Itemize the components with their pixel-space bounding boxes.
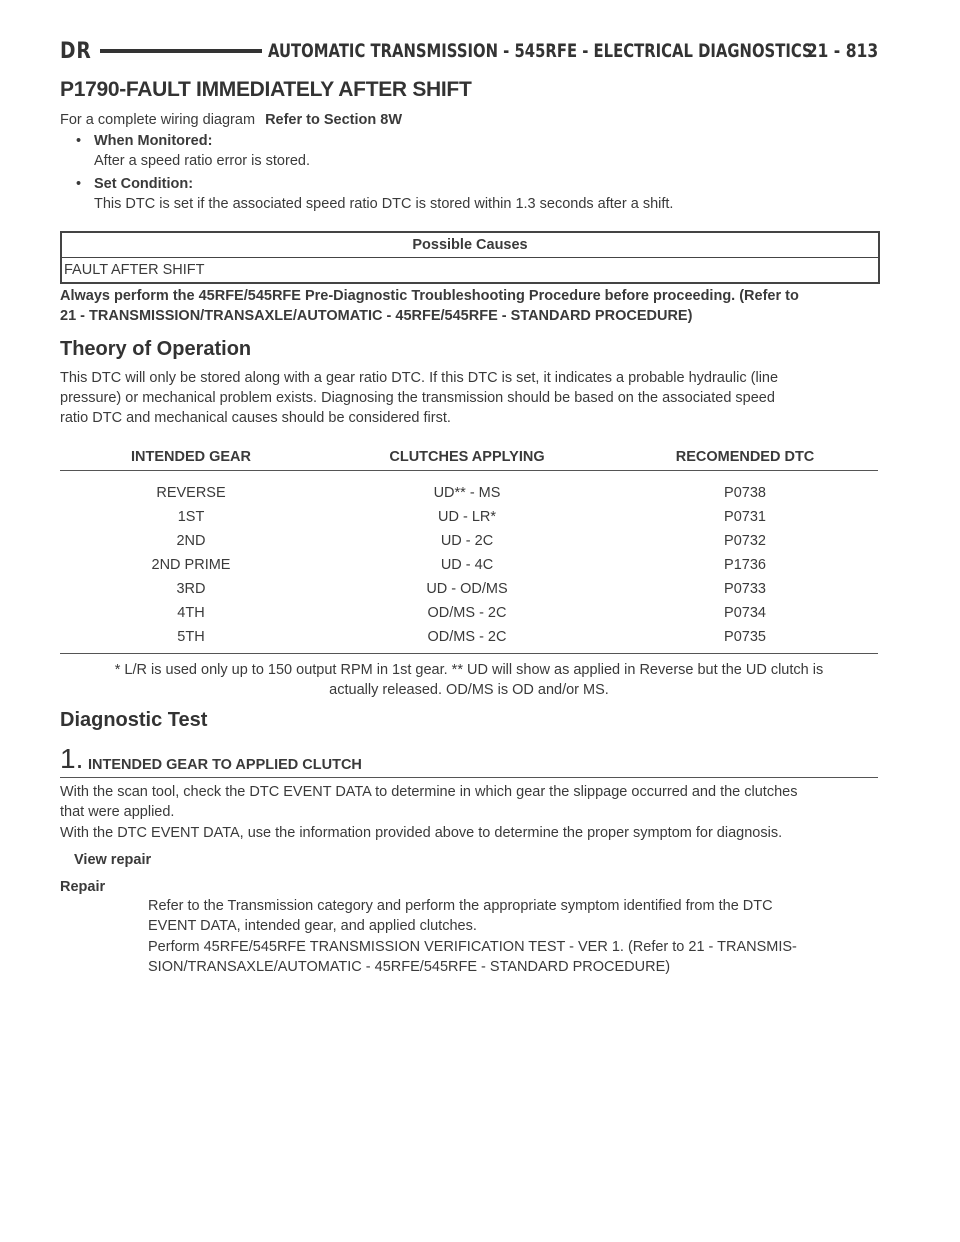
when-monitored-label: When Monitored: xyxy=(94,133,213,149)
set-condition-item xyxy=(76,174,876,214)
diagnostic-test-heading: Diagnostic Test xyxy=(60,709,208,731)
gear-cell: REVERSE xyxy=(156,485,226,501)
dtc-cell: P0732 xyxy=(724,533,766,549)
possible-cause-item: FAULT AFTER SHIFT xyxy=(64,262,205,278)
step-instruction xyxy=(60,782,878,822)
footnote-line: actually released. OD/MS is OD and/or MS. xyxy=(329,682,609,698)
view-repair-link[interactable]: View repair xyxy=(74,852,152,868)
theory-line: pressure) or mechanical problem exists. Diagnosing the transmission should be based on the associated speed xyxy=(60,390,775,406)
instruction-line: that were applied. xyxy=(60,804,175,820)
clutch-cell: UD** - MS xyxy=(433,485,501,501)
gear-table xyxy=(60,444,878,654)
gear-cell: 4TH xyxy=(177,605,205,621)
theory-line: This DTC will only be stored along with a gear ratio DTC. If this DTC is set, it indicates a probable hydraulic (line xyxy=(60,370,779,386)
section-title: AUTOMATIC TRANSMISSION - 545RFE - ELECTRICAL DIAGNOSTICS xyxy=(268,40,813,62)
table-row xyxy=(60,481,878,505)
theory-paragraph xyxy=(60,368,778,428)
running-header xyxy=(60,36,878,66)
col-intended-gear: INTENDED GEAR xyxy=(130,449,252,465)
step-instruction-2: With the DTC EVENT DATA, use the information provided above to determine the proper symptom for diagnosis. xyxy=(60,825,783,841)
gear-table-body xyxy=(60,471,878,654)
dtc-cell: P0731 xyxy=(724,509,766,525)
step-heading xyxy=(60,743,878,778)
table-row xyxy=(60,625,878,649)
repair-line: Perform 45RFE/545RFE TRANSMISSION VERIFICATION TEST - VER 1. (Refer to 21 - TRANSMIS- xyxy=(148,939,797,955)
table-footnote xyxy=(60,660,878,700)
theory-line: ratio DTC and mechanical causes should be considered first. xyxy=(60,410,451,426)
dtc-cell: P0735 xyxy=(724,629,766,645)
step-number: 1. xyxy=(60,743,84,774)
clutch-cell: UD - 2C xyxy=(440,533,494,549)
repair-step-2 xyxy=(148,937,878,977)
bullet-icon: • xyxy=(76,133,82,149)
dtc-cell: P0733 xyxy=(724,581,766,597)
instruction-line: With the scan tool, check the DTC EVENT DATA to determine in which gear the slippage occurred and the clutches xyxy=(60,784,798,800)
model-code: DR xyxy=(60,38,92,64)
clutch-cell: UD - OD/MS xyxy=(426,581,508,597)
set-condition-label: Set Condition: xyxy=(94,176,194,192)
theory-heading: Theory of Operation xyxy=(60,338,252,360)
col-clutches-applying: CLUTCHES APPLYING xyxy=(389,449,545,465)
dtc-cell: P1736 xyxy=(724,557,766,573)
repair-line: Refer to the Transmission category and perform the appropriate symptom identified from the DTC xyxy=(148,898,773,914)
clutch-cell: OD/MS - 2C xyxy=(427,629,507,645)
page-title: P1790-FAULT IMMEDIATELY AFTER SHIFT xyxy=(60,78,472,101)
wiring-prefix: For a complete wiring diagram xyxy=(60,112,256,128)
page-number: 21 - 813 xyxy=(806,40,878,62)
possible-causes-header: Possible Causes xyxy=(62,233,878,258)
gear-cell: 2ND PRIME xyxy=(151,557,231,573)
always-perform-note xyxy=(60,286,799,326)
always-perform-line: Always perform the 45RFE/545RFE Pre-Diagnostic Troubleshooting Procedure before proceeding. (Refer to xyxy=(60,288,799,304)
wiring-link[interactable]: Refer to Section 8W xyxy=(265,112,403,128)
header-rule xyxy=(100,49,262,53)
table-row xyxy=(60,577,878,601)
gear-cell: 2ND xyxy=(176,533,206,549)
repair-label: Repair xyxy=(60,879,106,895)
possible-causes-table xyxy=(60,231,880,284)
col-recommended-dtc: RECOMENDED DTC xyxy=(675,449,815,465)
wiring-line xyxy=(60,110,402,130)
repair-step-1 xyxy=(148,896,878,936)
gear-table-header xyxy=(60,444,878,471)
table-row xyxy=(60,601,878,625)
dtc-cell: P0734 xyxy=(724,605,766,621)
repair-line: EVENT DATA, intended gear, and applied clutches. xyxy=(148,918,477,934)
when-monitored-item xyxy=(76,131,876,171)
always-perform-line: 21 - TRANSMISSION/TRANSAXLE/AUTOMATIC - 45RFE/545RFE - STANDARD PROCEDURE) xyxy=(60,308,693,324)
bullet-icon: • xyxy=(76,176,82,192)
set-condition-text: This DTC is set if the associated speed ratio DTC is stored within 1.3 seconds after a shift. xyxy=(94,196,674,212)
clutch-cell: UD - 4C xyxy=(440,557,494,573)
table-row xyxy=(60,529,878,553)
gear-cell: 3RD xyxy=(176,581,206,597)
footnote-line: * L/R is used only up to 150 output RPM in 1st gear. ** UD will show as applied in Reverse but the UD clutch is xyxy=(114,662,824,678)
table-row xyxy=(60,505,878,529)
step-title: INTENDED GEAR TO APPLIED CLUTCH xyxy=(88,757,362,773)
clutch-cell: UD - LR* xyxy=(437,509,496,525)
clutch-cell: OD/MS - 2C xyxy=(427,605,507,621)
gear-cell: 1ST xyxy=(177,509,205,525)
gear-cell: 5TH xyxy=(177,629,205,645)
dtc-cell: P0738 xyxy=(724,485,766,501)
when-monitored-text: After a speed ratio error is stored. xyxy=(94,153,310,169)
table-row xyxy=(60,553,878,577)
repair-line: SION/TRANSAXLE/AUTOMATIC - 45RFE/545RFE - STANDARD PROCEDURE) xyxy=(148,959,671,975)
